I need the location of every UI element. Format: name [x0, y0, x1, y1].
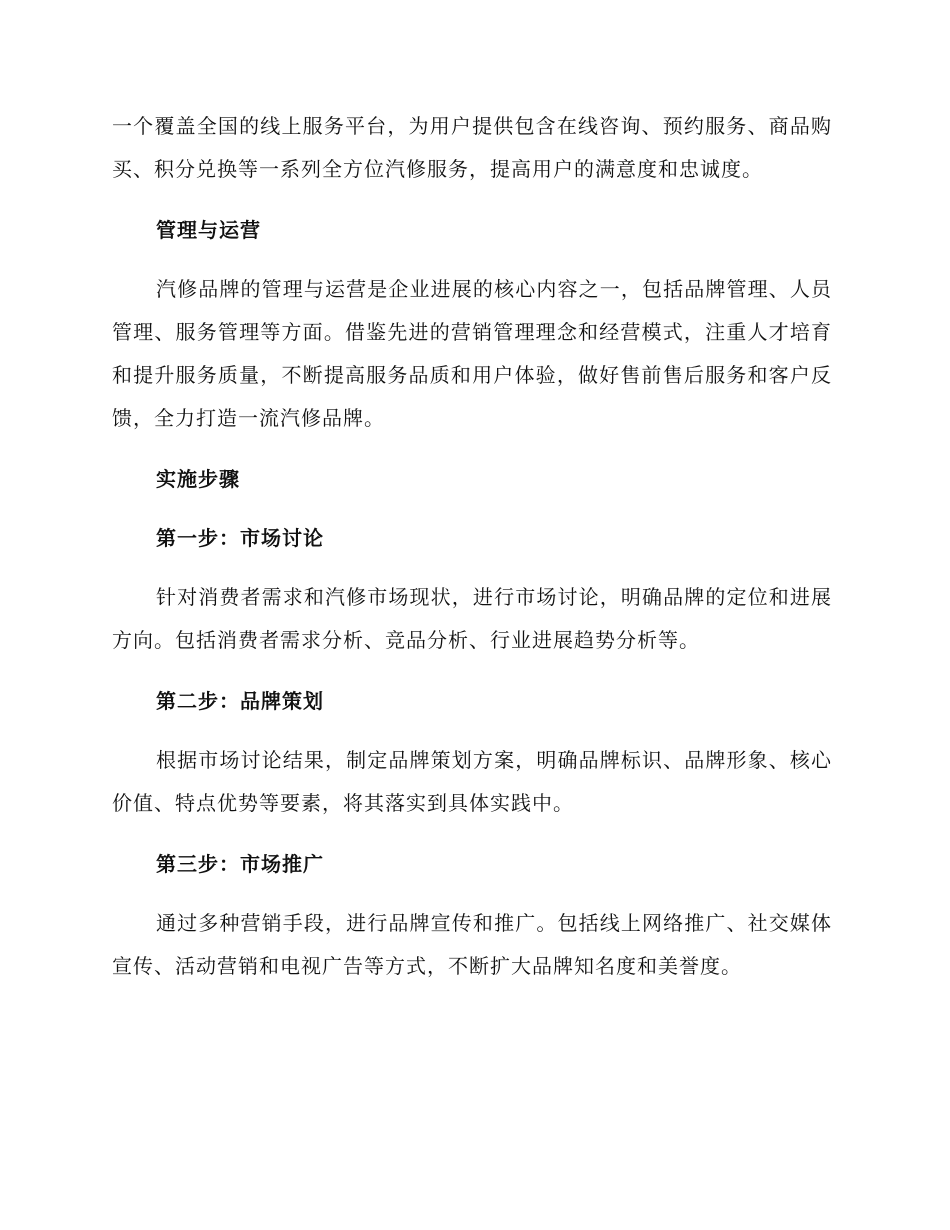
- step-3-heading: 第三步：市场推广: [156, 852, 324, 876]
- step-1-heading: 第一步：市场讨论: [156, 526, 324, 550]
- section-paragraph-management: 汽修品牌的管理与运营是企业进展的核心内容之一，包括品牌管理、人员管理、服务管理等方面。借鉴先进的营销管理理念和经营模式，注重人才培育和提升服务质量，不断提高服务品质和用户体验，做好售前售后服务和客户反馈，全力打造一流汽修品牌。: [112, 277, 832, 430]
- step-2-heading: 第二步：品牌策划: [156, 689, 324, 713]
- document-body: [112, 105, 832, 1006]
- section-heading-management: 管理与运营: [156, 218, 261, 242]
- intro-paragraph: 一个覆盖全国的线上服务平台，为用户提供包含在线咨询、预约服务、商品购买、积分兑换等一系列全方位汽修服务，提高用户的满意度和忠诚度。: [112, 114, 832, 181]
- section-heading-implementation: 实施步骤: [156, 467, 240, 491]
- step-3-paragraph: 通过多种营销手段，进行品牌宣传和推广。包括线上网络推广、社交媒体宣传、活动营销和电视广告等方式，不断扩大品牌知名度和美誉度。: [112, 911, 832, 978]
- step-2-paragraph: 根据市场讨论结果，制定品牌策划方案，明确品牌标识、品牌形象、核心价值、特点优势等要素，将其落实到具体实践中。: [112, 748, 832, 815]
- step-1-paragraph: 针对消费者需求和汽修市场现状，进行市场讨论，明确品牌的定位和进展方向。包括消费者需求分析、竞品分析、行业进展趋势分析等。: [112, 585, 832, 652]
